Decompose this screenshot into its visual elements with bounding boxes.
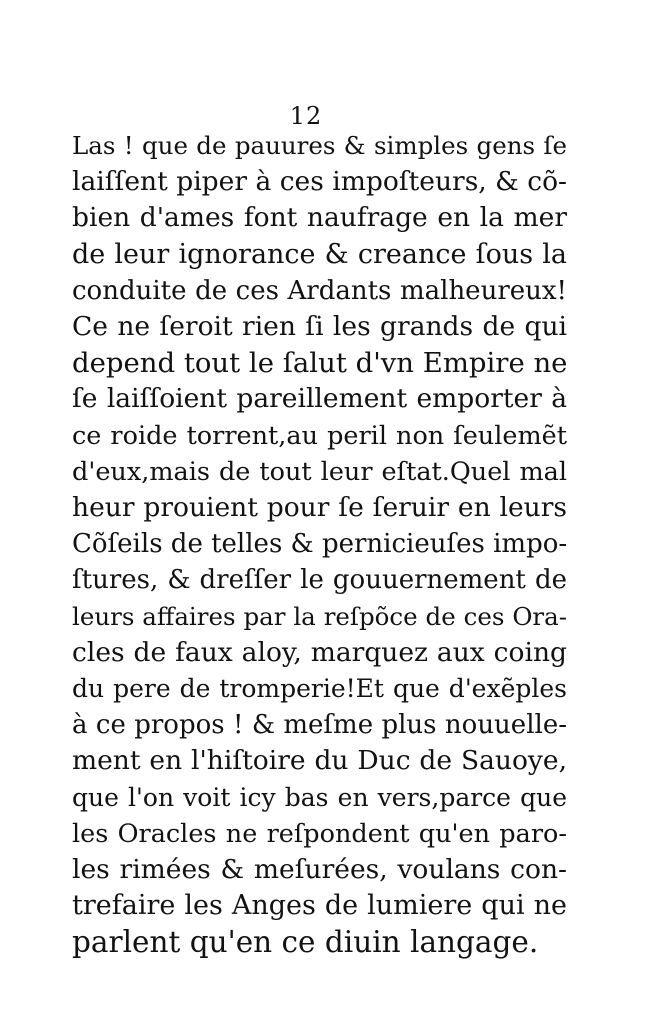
text-line: depend tout le ſalut d'vn Empire ne: [72, 347, 568, 380]
text-line: que l'on voit icy bas en vers,parce que: [72, 782, 567, 812]
text-line: ſtures, & dreſſer le gouuernement de: [72, 565, 567, 596]
page-number: 12: [289, 102, 323, 130]
text-line: ment en l'hiſtoire du Duc de Sauoye,: [72, 745, 567, 777]
text-line: Ce ne ſeroit rien ſi les grands de qui: [72, 311, 567, 343]
body-text: [72, 128, 567, 961]
text-line: leurs affaires par la reſpõce de ces Ora-: [72, 601, 567, 631]
text-line: conduite de ces Ardants malheureux!: [72, 275, 567, 306]
text-line: parlent qu'en ce diuin langage.: [72, 925, 539, 960]
text-line: bien d'ames font naufrage en la mer: [72, 202, 567, 234]
text-line: Cõſeils de telles & pernicieuſes impo-: [72, 529, 568, 560]
text-line: les Oracles ne reſpondent qu'en paro-: [72, 818, 567, 849]
text-line: cles de faux aloy, marquez aux coing: [72, 636, 567, 668]
text-line: Las ! que de pauures & simples gens ſe: [72, 131, 567, 160]
text-line: trefaire les Anges de lumiere qui ne: [72, 890, 567, 922]
text-line: du pere de tromperie!Et que d'exẽples: [72, 674, 567, 704]
text-line: à ce propos ! & meſme plus nouuelle-: [72, 710, 567, 741]
text-line: d'eux,mais de tout leur eſtat.Quel mal: [72, 456, 567, 487]
text-line: ſe laiſſoient pareillement emporter à: [72, 383, 567, 415]
text-line: ce roide torrent,au peril non ſeulemẽt: [72, 420, 567, 451]
text-line: heur prouient pour ſe ſeruir en leurs: [72, 492, 567, 524]
text-line: laiſſent piper à ces impoſteurs, & cõ-: [72, 166, 567, 198]
text-line: de leur ignorance & creance ſous la: [72, 238, 567, 270]
text-line: les rimées & meſurées, voulans con-: [72, 854, 567, 886]
